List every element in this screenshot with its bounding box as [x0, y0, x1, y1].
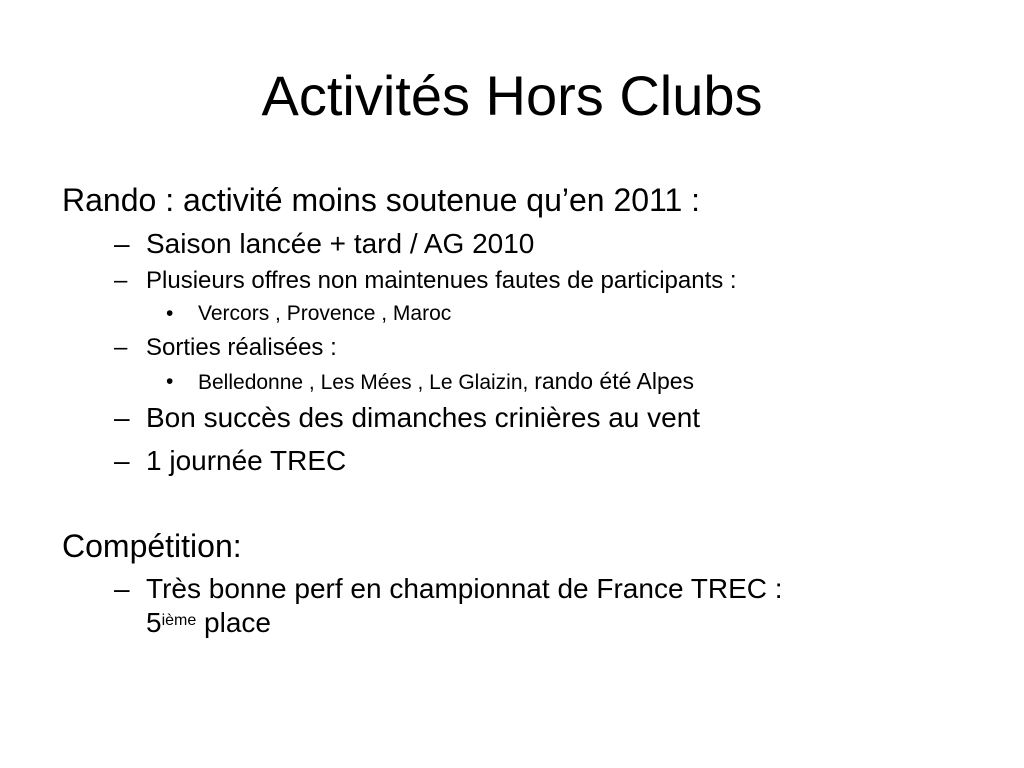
subitem-sorties-places: Belledonne , Les Mées , Le Glaizin, — [198, 371, 535, 394]
dash-marker: – — [114, 267, 128, 294]
dash-marker: – — [114, 402, 130, 433]
place-number: 5 — [146, 607, 162, 638]
slide-title: Activités Hors Clubs — [261, 64, 763, 127]
item-saison: Saison lancée + tard / AG 2010 — [146, 228, 535, 259]
item-plusieurs-offres: Plusieurs offres non maintenues fautes de participants : — [146, 267, 737, 294]
subitem-destinations: Vercors , Provence , Maroc — [198, 302, 452, 325]
dash-marker: – — [114, 228, 130, 259]
item-dimanches: Bon succès des dimanches crinières au vent — [146, 402, 701, 433]
item-championnat: Très bonne perf en championnat de France TREC : — [146, 573, 783, 604]
dash-marker: – — [114, 573, 130, 604]
item-championnat-place — [146, 606, 271, 640]
bullet-marker: • — [166, 370, 174, 393]
dash-marker: – — [114, 445, 130, 476]
dash-marker: – — [114, 334, 128, 361]
subitem-sorties-rando: rando été Alpes — [534, 368, 695, 394]
bullet-marker: • — [166, 302, 174, 325]
section-heading-rando: Rando : activité moins soutenue qu’en 2011 : — [62, 182, 701, 218]
place-word: place — [196, 607, 271, 638]
section-heading-competition: Compétition: — [62, 528, 242, 564]
item-sorties: Sorties réalisées : — [146, 334, 337, 361]
item-trec: 1 journée TREC — [146, 445, 347, 476]
subitem-sorties-list — [198, 367, 694, 396]
place-superscript: ième — [161, 612, 197, 629]
